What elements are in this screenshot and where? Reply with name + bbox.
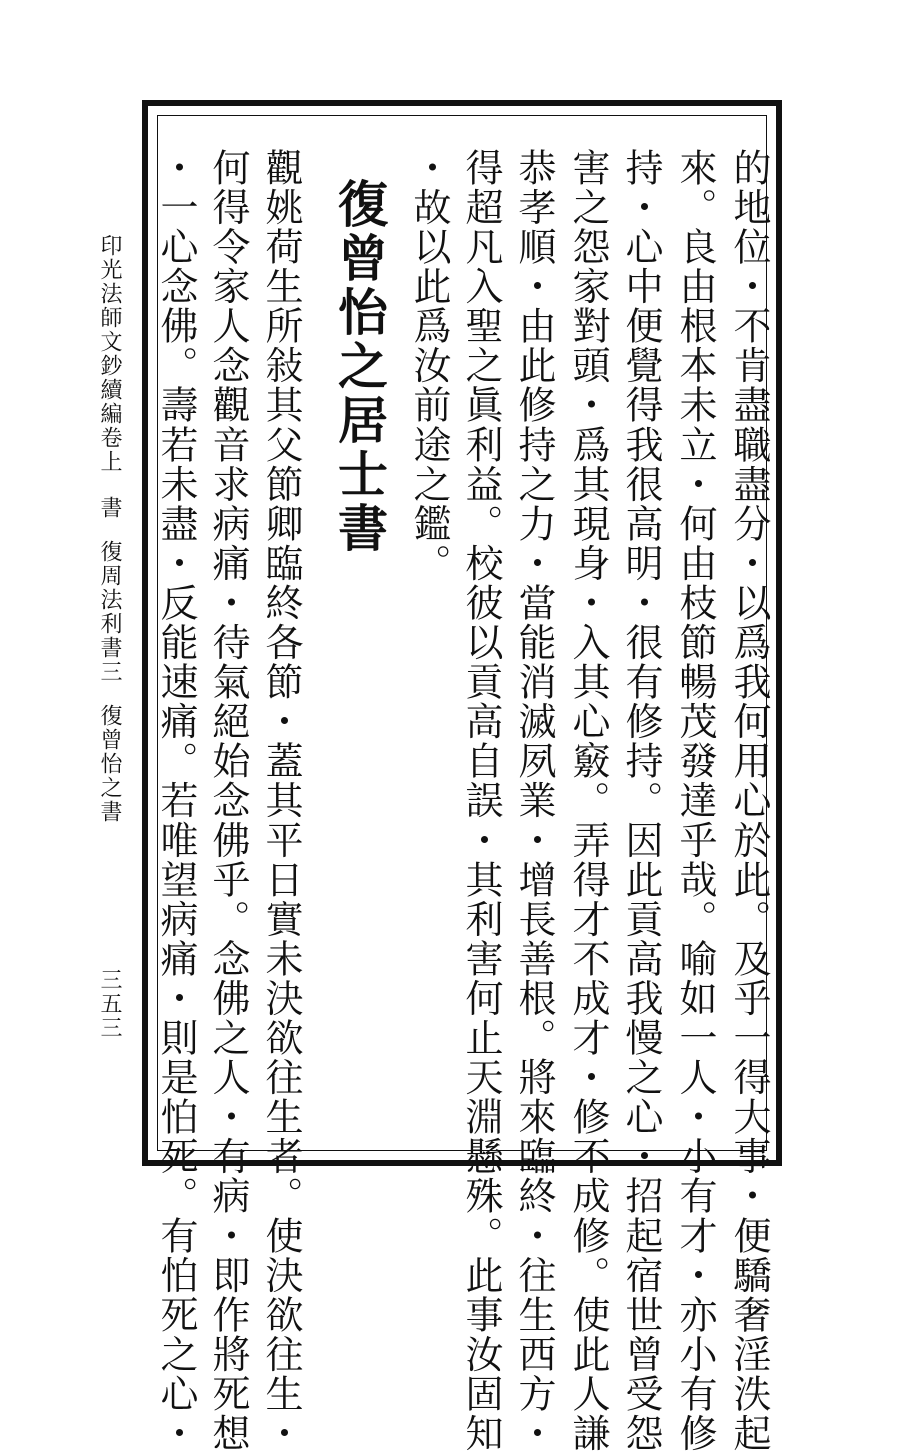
- book-title: 印光法師文鈔續編卷上: [97, 234, 122, 474]
- text-column-6: 得超凡入聖之眞利益。校彼以貢高自誤・其利害何止天淵懸殊。此事汝固知: [459, 148, 503, 1453]
- text-column-2: 來。良由根本未立・何由枝節暢茂發達乎哉。喻如一人・小有才・亦小有修: [673, 148, 717, 1453]
- text-column-10: ・一心念佛。壽若未盡・反能速痛。若唯望病痛・則是怕死。有怕死之心・: [154, 148, 198, 1453]
- letter-title: 復曾怡之居士書: [330, 178, 389, 556]
- section-label: 書: [97, 496, 122, 520]
- text-column-9: 何得令家人念觀音求病痛・待氣絕始念佛乎。念佛之人・有病・即作將死想: [206, 148, 250, 1453]
- page-number: 三五三: [97, 968, 122, 1040]
- running-header: [98, 234, 120, 824]
- letter-title-2: 復曾怡之書: [97, 704, 122, 824]
- letter-title-1: 復周法利書三: [97, 540, 122, 684]
- text-column-3: 持・心中便覺得我很高明・很有修持。因此貢高我慢之心・招起宿世曾受怨: [619, 148, 663, 1453]
- text-column-4: 害之怨家對頭・爲其現身・入其心竅。弄得才不成才・修不成修。使此人謙: [566, 148, 610, 1453]
- text-column-7: ・故以此爲汝前途之鑑。: [407, 148, 451, 584]
- text-column-1: 的地位・不肯盡職盡分・以爲我何用心於此。及乎一得大事・便驕奢淫泆起: [727, 148, 771, 1453]
- text-column-5: 恭孝順・由此修持之力・當能消滅夙業・增長善根。將來臨終・往生西方・: [512, 148, 556, 1453]
- text-column-8: 觀姚荷生所敍其父節卿臨終各節・蓋其平日實未決欲往生者。使決欲往生・: [259, 148, 303, 1453]
